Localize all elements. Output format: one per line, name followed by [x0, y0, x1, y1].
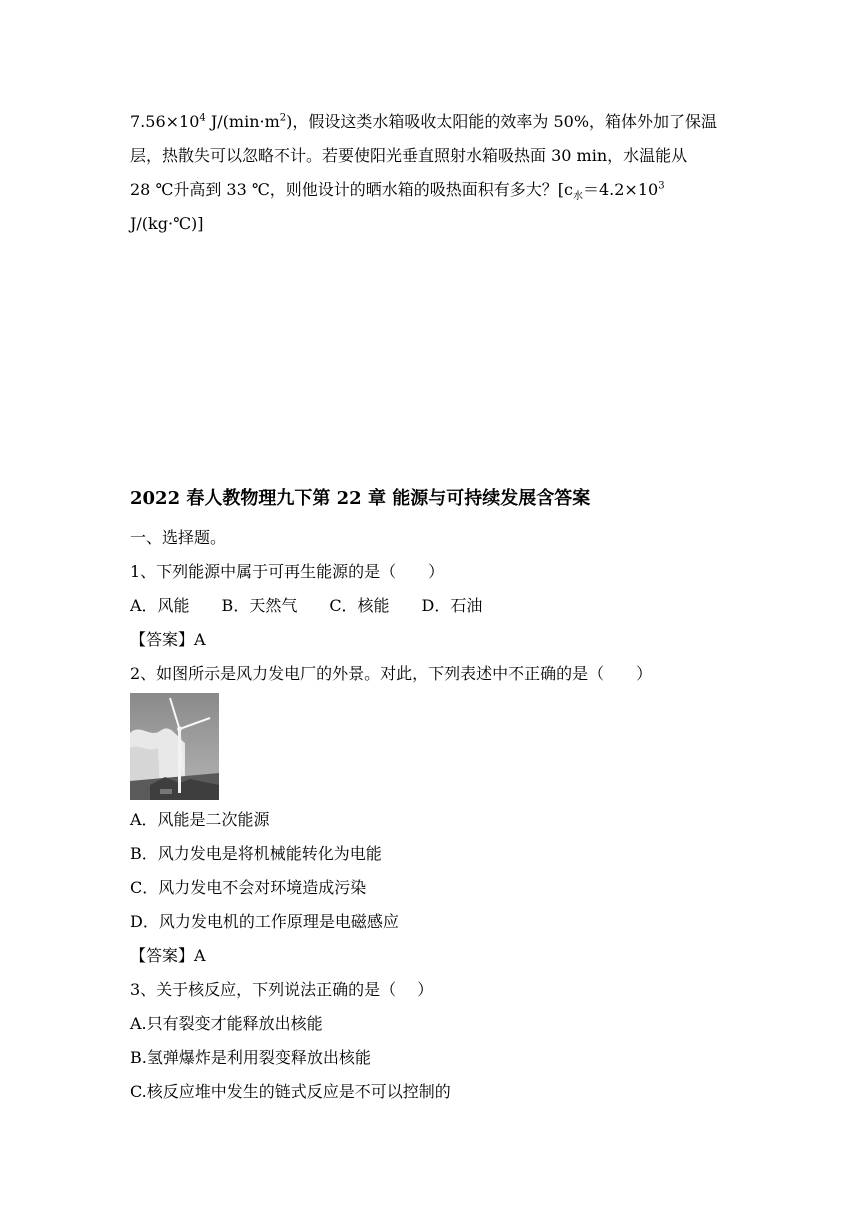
question-1-options: A．风能 B．天然气 C．核能 D．石油 [130, 596, 483, 615]
question-2-option-c: C．风力发电不会对环境造成污染 [130, 878, 367, 897]
question-3-option-b: B.氢弹爆炸是利用裂变释放出核能 [130, 1048, 371, 1067]
text-segment: 7.56×10 [130, 112, 200, 131]
question-2-option-b: B．风力发电是将机械能转化为电能 [130, 844, 382, 863]
wind-turbine-image [130, 693, 219, 800]
section-heading: 一、选择题。 [130, 528, 227, 547]
question-3-stem: 3、关于核反应，下列说法正确的是（ ） [130, 980, 434, 999]
wind-turbine-photo [130, 693, 219, 800]
text-segment: ＝4.2×10 [582, 180, 659, 199]
question-1-answer: 【答案】A [130, 630, 206, 649]
superscript: 2 [279, 112, 287, 124]
subscript: 水 [572, 191, 583, 203]
text-segment: J/(min·m [205, 112, 280, 131]
continuation-line-3 [130, 180, 665, 203]
question-2-stem: 2、如图所示是风力发电厂的外景。对此，下列表述中不正确的是（ ） [130, 664, 653, 683]
question-2-option-d: D．风力发电机的工作原理是电磁感应 [130, 912, 399, 931]
question-2-answer: 【答案】A [130, 946, 206, 965]
text-segment: )，假设这类水箱吸收太阳能的效率为 50%，箱体外加了保温 [286, 112, 718, 131]
document-title: 2022 春人教物理九下第 22 章 能源与可持续发展含答案 [130, 488, 591, 509]
continuation-line-1 [130, 112, 717, 132]
question-3-option-c: C.核反应堆中发生的链式反应是不可以控制的 [130, 1082, 451, 1101]
superscript: 4 [199, 112, 206, 124]
text-segment: 28 ℃升高到 33 ℃，则他设计的晒水箱的吸热面积有多大？[c [130, 180, 573, 199]
question-3-option-a: A.只有裂变才能释放出核能 [130, 1014, 323, 1033]
question-2-option-a: A．风能是二次能源 [130, 810, 270, 829]
superscript: 3 [658, 180, 665, 192]
continuation-line-2: 层，热散失可以忽略不计。若要使阳光垂直照射水箱吸热面 30 min，水温能从 [130, 146, 688, 165]
question-1-stem: 1、下列能源中属于可再生能源的是（ ） [130, 562, 445, 581]
continuation-line-4: J/(kg·℃)] [130, 214, 204, 233]
